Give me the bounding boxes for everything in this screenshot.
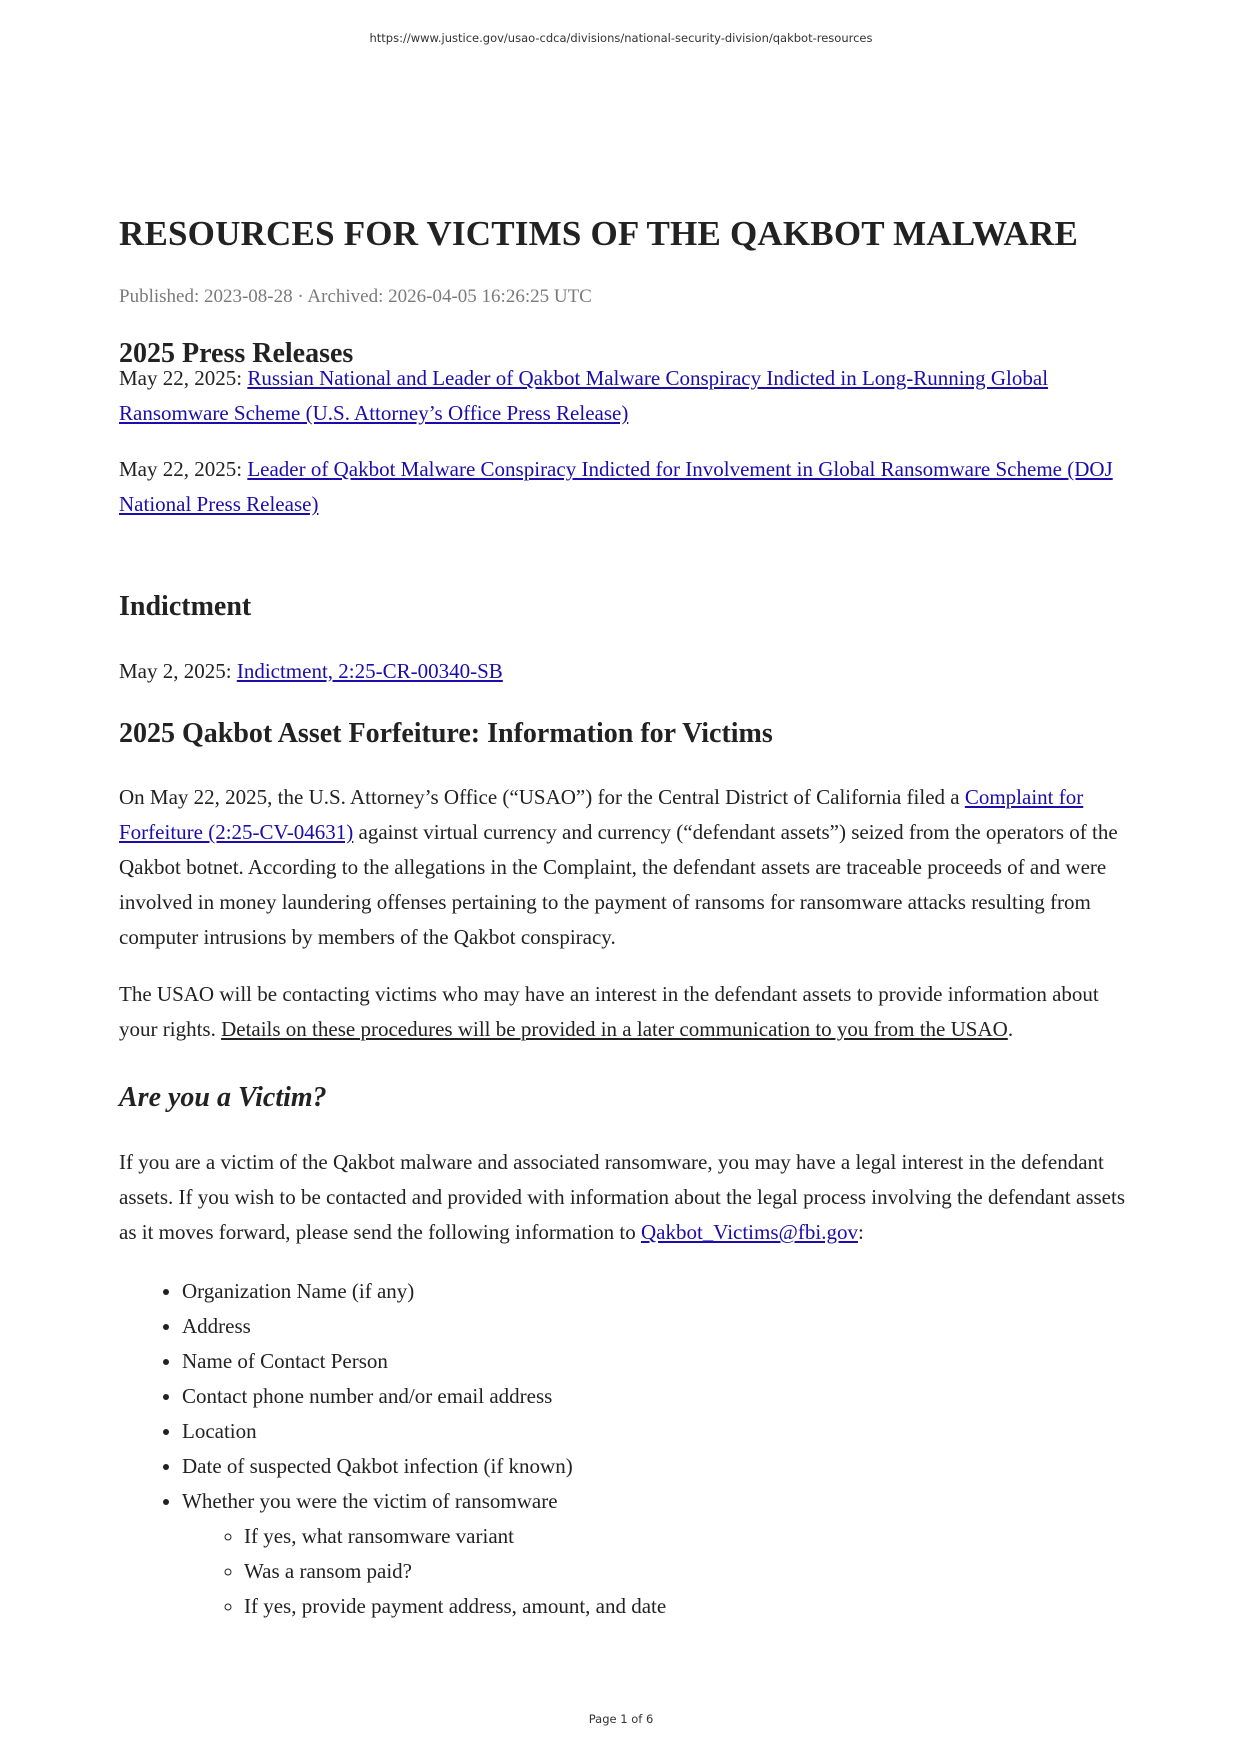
page-title: RESOURCES FOR VICTIMS OF THE QAKBOT MALWARE bbox=[119, 214, 1078, 253]
press-item-2-link[interactable]: Leader of Qakbot Malware Conspiracy Indicted for Involvement in Global Ransomware Scheme (DOJ National Press Release) bbox=[119, 457, 1113, 516]
forfeiture-paragraph-1 bbox=[119, 780, 1129, 955]
page-number: Page 1 of 6 bbox=[588, 1712, 654, 1726]
press-releases-heading: 2025 Press Releases bbox=[119, 338, 354, 369]
press-item-2-date: May 22, 2025: bbox=[119, 457, 243, 481]
sub-list-item: ◦ Was a ransom paid? bbox=[244, 1554, 666, 1589]
list-item: • Date of suspected Qakbot infection (if known) bbox=[182, 1449, 666, 1484]
list-item: • Organization Name (if any) bbox=[182, 1274, 666, 1309]
victim-info-list bbox=[119, 1274, 666, 1624]
list-item: • Address bbox=[182, 1309, 666, 1344]
press-item-1 bbox=[119, 361, 1129, 431]
forfeiture-heading: 2025 Qakbot Asset Forfeiture: Information for Victims bbox=[119, 718, 773, 749]
indictment-link[interactable]: Indictment, 2:25-CR-00340-SB bbox=[236, 659, 503, 683]
forfeiture-paragraph-2 bbox=[119, 977, 1129, 1047]
press-item-2 bbox=[119, 452, 1129, 522]
forfeiture-p2-text-b: . bbox=[1007, 1017, 1014, 1041]
sub-list-item: ◦ If yes, what ransomware variant bbox=[244, 1519, 666, 1554]
publish-meta: Published: 2023-08-28 · Archived: 2026-04-05 16:26:25 UTC bbox=[119, 286, 592, 307]
victim-heading: Are you a Victim? bbox=[119, 1082, 327, 1113]
list-item-ransomware bbox=[182, 1484, 666, 1624]
forfeiture-p1-text-b: against virtual currency and currency (“defendant assets”) seized from the operators of the Qakbot botnet. According to the allegations in the Complaint, the defendant assets are traceable proceeds of and were involved in money laundering offenses pertaining to the payment of ransoms for ransomware attacks resulting from computer intrusions by members of the Qakbot conspiracy. bbox=[119, 820, 1118, 949]
list-item-label: Whether you were the victim of ransomware bbox=[182, 1489, 558, 1513]
indictment-heading: Indictment bbox=[119, 591, 252, 622]
complaint-link[interactable]: Complaint for Forfeiture (2:25-CV-04631) bbox=[119, 785, 1084, 844]
forfeiture-p2-text-a: The USAO will be contacting victims who may have an interest in the defendant assets to provide information about your rights. bbox=[119, 982, 1099, 1041]
press-item-1-date: May 22, 2025: bbox=[119, 366, 243, 390]
page-url: https://www.justice.gov/usao-cdca/divisions/national-security-division/qakbot-resources bbox=[369, 31, 873, 45]
indictment-item bbox=[119, 654, 1129, 689]
indictment-date: May 2, 2025: bbox=[119, 659, 232, 683]
forfeiture-p2-underlined: Details on these procedures will be provided in a later communication to you from the USAO bbox=[221, 1017, 1008, 1041]
victim-text-b: : bbox=[857, 1220, 864, 1244]
list-item: • Name of Contact Person bbox=[182, 1344, 666, 1379]
forfeiture-p1-text-a: On May 22, 2025, the U.S. Attorney’s Office (“USAO”) for the Central District of California filed a bbox=[119, 785, 965, 809]
sub-list-item: ◦ If yes, provide payment address, amount, and date bbox=[244, 1589, 666, 1624]
list-item: • Location bbox=[182, 1414, 666, 1449]
list-item: • Contact phone number and/or email address bbox=[182, 1379, 666, 1414]
ransomware-sublist bbox=[182, 1519, 666, 1624]
press-item-1-link[interactable]: Russian National and Leader of Qakbot Malware Conspiracy Indicted in Long-Running Global Ransomware Scheme (U.S. Attorney’s Office Press Release) bbox=[119, 366, 1049, 425]
victim-text-a: If you are a victim of the Qakbot malware and associated ransomware, you may have a legal interest in the defendant assets. If you wish to be contacted and provided with information about the legal process involving the defendant assets as it moves forward, please send the following information to bbox=[119, 1150, 1126, 1244]
victim-email-link[interactable]: Qakbot_Victims@fbi.gov bbox=[640, 1220, 858, 1244]
victim-paragraph bbox=[119, 1145, 1129, 1250]
